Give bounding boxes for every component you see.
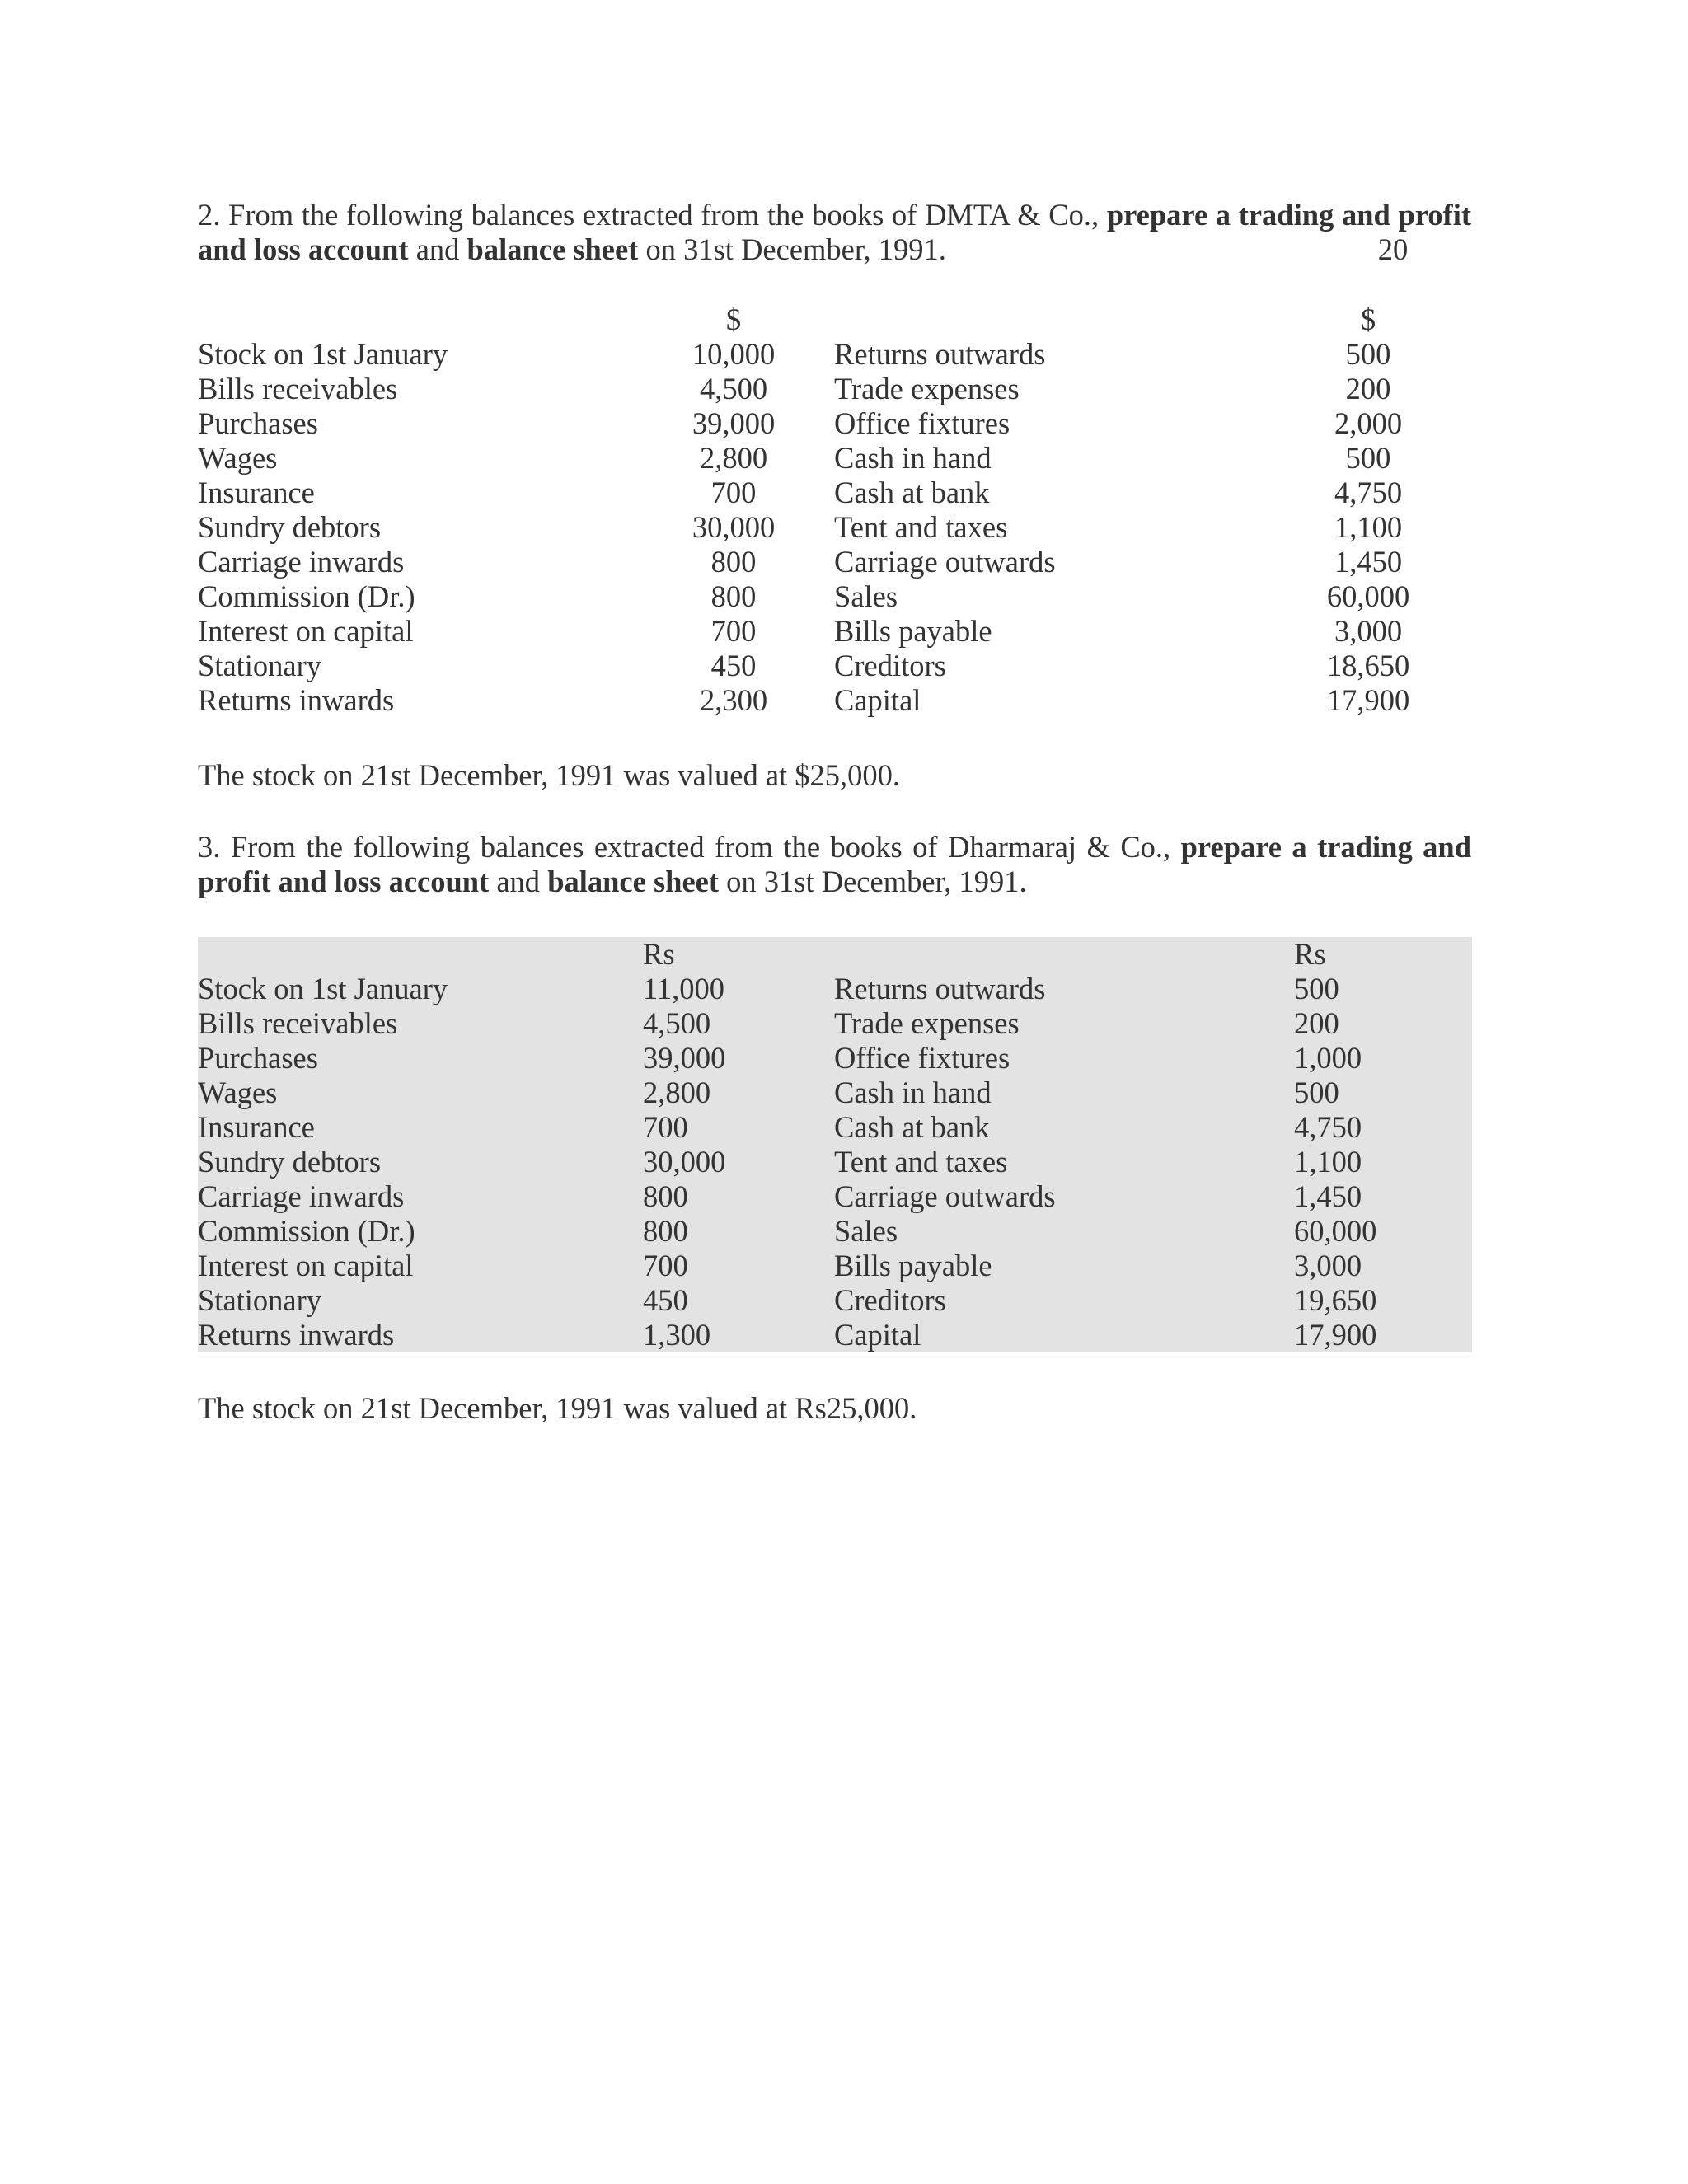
item-label: Cash at bank (834, 476, 990, 509)
item-label: Trade expenses (834, 1006, 1020, 1040)
q3-intro-date: on 31st December, 1991. (719, 865, 1027, 898)
item-value: 1,300 (643, 1318, 711, 1352)
currency-header: Rs (643, 937, 675, 971)
item-value: 200 (1294, 1006, 1339, 1040)
item-label: Cash in hand (834, 441, 992, 475)
item-value: 60,000 (1326, 579, 1410, 613)
item-label: Returns inwards (198, 683, 395, 717)
item-value: 1,450 (1294, 1179, 1362, 1213)
item-label: Stock on 1st January (198, 337, 448, 371)
item-label: Purchases (198, 406, 318, 440)
item-label: Insurance (198, 476, 315, 509)
table-header-row (198, 302, 1471, 337)
table-row (198, 372, 1471, 406)
item-label: Sales (834, 579, 898, 613)
item-label: Creditors (834, 1283, 946, 1317)
item-label: Carriage inwards (198, 1179, 405, 1213)
q3-intro-bold-2: profit and loss account (198, 865, 490, 898)
q2-stock-note: The stock on 21st December, 1991 was valued at $25,000. (198, 758, 901, 792)
table-row (198, 476, 1471, 510)
item-value: 800 (710, 545, 757, 579)
table-row (198, 972, 1472, 1006)
currency-header: $ (725, 302, 742, 336)
q2-intro-paragraph (198, 198, 1471, 267)
q2-intro-and: and (408, 232, 467, 266)
item-label: Returns outwards (834, 972, 1046, 1005)
item-label: Interest on capital (198, 1249, 414, 1282)
q2-intro-line-1 (198, 198, 1471, 232)
q3-intro-paragraph (198, 830, 1471, 899)
item-label: Office fixtures (834, 1041, 1010, 1075)
item-label: Sundry debtors (198, 1145, 382, 1179)
item-value: 500 (1345, 441, 1391, 475)
item-value: 450 (710, 649, 757, 682)
item-value: 500 (1294, 1076, 1339, 1109)
item-label: Bills receivables (198, 372, 398, 405)
table-row (198, 1006, 1472, 1041)
item-label: Office fixtures (834, 406, 1010, 440)
q3-intro-bold-3: balance sheet (547, 865, 720, 898)
q2-balances-table (198, 302, 1471, 718)
item-label: Sundry debtors (198, 510, 382, 544)
item-label: Creditors (834, 649, 946, 682)
item-value: 4,750 (1294, 1110, 1362, 1144)
item-value: 3,000 (1334, 614, 1403, 648)
table-row (198, 1318, 1472, 1352)
item-label: Bills payable (834, 614, 992, 648)
table-row (198, 441, 1471, 476)
q2-intro-bold-2: and loss account (198, 232, 409, 266)
table-row (198, 1041, 1472, 1076)
item-value: 39,000 (692, 406, 776, 440)
table-header-row (198, 937, 1472, 972)
table-row (198, 649, 1471, 683)
q2-intro-bold-1: prepare a trading and profit (1106, 198, 1471, 232)
item-value: 800 (643, 1214, 688, 1248)
item-label: Purchases (198, 1041, 318, 1075)
item-value: 800 (643, 1179, 688, 1213)
item-value: 1,100 (1334, 510, 1403, 544)
q3-intro-bold-1: prepare a trading and (1180, 830, 1471, 864)
item-label: Capital (834, 1318, 921, 1352)
q3-intro-line-1 (198, 830, 1471, 865)
item-value: 30,000 (643, 1145, 726, 1179)
item-label: Tent and taxes (834, 1145, 1008, 1179)
table-row (198, 614, 1471, 649)
item-value: 700 (643, 1110, 688, 1144)
item-label: Sales (834, 1214, 898, 1248)
item-label: Bills receivables (198, 1006, 398, 1040)
currency-header: Rs (1294, 937, 1326, 971)
item-label: Capital (834, 683, 921, 717)
item-label: Stock on 1st January (198, 972, 448, 1005)
item-value: 11,000 (643, 972, 725, 1005)
table-row (198, 1214, 1472, 1249)
item-label: Interest on capital (198, 614, 414, 648)
item-value: 60,000 (1294, 1214, 1377, 1248)
currency-header: $ (1360, 302, 1376, 336)
item-label: Insurance (198, 1110, 315, 1144)
q3-intro-text: 3. From the following balances extracted from the books of Dharmaraj & Co., (198, 830, 1181, 864)
q3-intro-line-2 (198, 865, 1471, 899)
item-value: 700 (643, 1249, 688, 1282)
q2-intro-text: 2. From the following balances extracted from the books of DMTA & Co., (198, 198, 1107, 232)
item-value: 2,800 (643, 1076, 711, 1109)
item-label: Tent and taxes (834, 510, 1008, 544)
item-label: Wages (198, 441, 278, 475)
table-row (198, 1076, 1472, 1110)
item-label: Cash at bank (834, 1110, 990, 1144)
item-label: Commission (Dr.) (198, 1214, 415, 1248)
item-value: 500 (1294, 972, 1339, 1005)
q3-balances-table (198, 937, 1472, 1352)
q2-intro-bold-3: balance sheet (467, 232, 639, 266)
item-value: 4,500 (699, 372, 768, 405)
item-value: 2,000 (1334, 406, 1403, 440)
table-row (198, 510, 1471, 545)
table-row (198, 337, 1471, 372)
item-value: 17,900 (1294, 1318, 1377, 1352)
item-label: Commission (Dr.) (198, 579, 415, 613)
item-label: Carriage outwards (834, 545, 1056, 579)
table-row (198, 1283, 1472, 1318)
table-row (198, 579, 1471, 614)
item-label: Carriage outwards (834, 1179, 1056, 1213)
q2-marks: 20 (1377, 232, 1409, 266)
item-value: 4,750 (1334, 476, 1403, 509)
item-label: Returns outwards (834, 337, 1046, 371)
item-label: Carriage inwards (198, 545, 405, 579)
item-value: 1,450 (1334, 545, 1403, 579)
item-value: 19,650 (1294, 1283, 1377, 1317)
table-row (198, 1179, 1472, 1214)
item-label: Stationary (198, 1283, 322, 1317)
q3-stock-note: The stock on 21st December, 1991 was valued at Rs25,000. (198, 1391, 917, 1425)
item-value: 2,300 (699, 683, 768, 717)
item-label: Stationary (198, 649, 322, 682)
item-value: 2,800 (699, 441, 768, 475)
item-value: 1,000 (1294, 1041, 1362, 1075)
item-value: 200 (1345, 372, 1391, 405)
item-value: 500 (1345, 337, 1391, 371)
item-value: 39,000 (643, 1041, 726, 1075)
item-value: 800 (710, 579, 757, 613)
item-value: 3,000 (1294, 1249, 1362, 1282)
item-value: 700 (710, 614, 757, 648)
item-value: 700 (710, 476, 757, 509)
q2-intro-line-2 (198, 232, 1471, 267)
item-label: Wages (198, 1076, 278, 1109)
item-label: Returns inwards (198, 1318, 395, 1352)
item-value: 4,500 (643, 1006, 711, 1040)
item-label: Bills payable (834, 1249, 992, 1282)
q2-intro-date: on 31st December, 1991. (638, 232, 946, 266)
table-row (198, 406, 1471, 441)
q3-intro-and: and (489, 865, 548, 898)
table-row (198, 1249, 1472, 1283)
table-row (198, 683, 1471, 718)
item-value: 450 (643, 1283, 688, 1317)
table-row (198, 1145, 1472, 1179)
item-value: 17,900 (1326, 683, 1410, 717)
item-label: Cash in hand (834, 1076, 992, 1109)
item-value: 18,650 (1326, 649, 1410, 682)
item-label: Trade expenses (834, 372, 1020, 405)
item-value: 1,100 (1294, 1145, 1362, 1179)
table-row (198, 1110, 1472, 1145)
item-value: 30,000 (692, 510, 776, 544)
table-row (198, 545, 1471, 579)
item-value: 10,000 (692, 337, 776, 371)
